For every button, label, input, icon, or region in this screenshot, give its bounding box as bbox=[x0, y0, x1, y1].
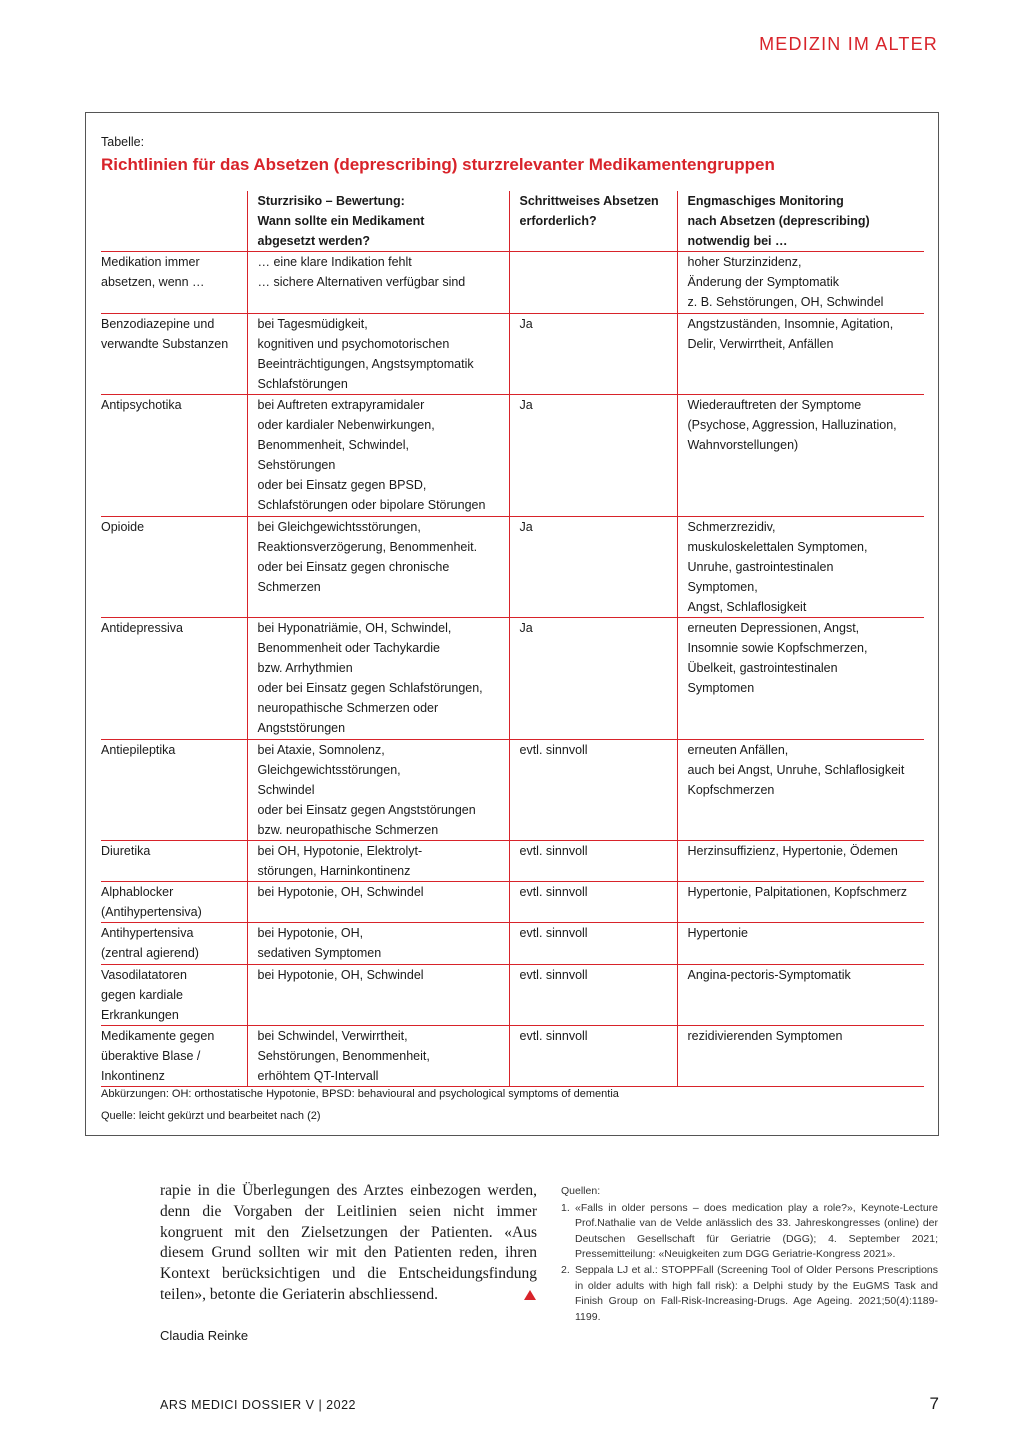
table-cell: Diuretika bbox=[101, 841, 247, 882]
table-row bbox=[101, 394, 924, 516]
table-cell: Antiepileptika bbox=[101, 739, 247, 840]
table-row bbox=[101, 739, 924, 840]
table-cell: evtl. sinnvoll bbox=[509, 964, 677, 1025]
reference-text: «Falls in older persons – does medication play a role?», Keynote-Lecture Prof.Nathalie van de Velde anlässlich des 33. Jahreskongresses (online) der Deutschen Gesellschaft für Geriatrie (DGG); 4. September 2021; Pressemitteilung: «Neuigkeiten zum DGG Geriatrie-Kongress 2021». bbox=[575, 1201, 938, 1261]
table-cell: Ja bbox=[509, 617, 677, 739]
table-cell: Angina-pectoris-Symptomatik bbox=[677, 964, 924, 1025]
deprescribing-table bbox=[101, 191, 924, 1087]
table-cell: evtl. sinnvoll bbox=[509, 923, 677, 964]
reference-number: 1. bbox=[561, 1201, 570, 1214]
table-cell: bei Schwindel, Verwirrtheit, Sehstörungen, Benommenheit, erhöhtem QT-Intervall bbox=[247, 1025, 509, 1086]
table-cell: Hypertonie bbox=[677, 923, 924, 964]
column-header: Sturzrisiko – Bewertung: Wann sollte ein Medikament abgesetzt werden? bbox=[247, 191, 509, 252]
table-cell: bei Auftreten extrapyramidaler oder kardialer Nebenwirkungen, Benommenheit, Schwindel, Sehstörungen oder bei Einsatz gegen BPSD, Schlafstörungen oder bipolare Störungen bbox=[247, 394, 509, 516]
table-row bbox=[101, 964, 924, 1025]
column-header bbox=[101, 191, 247, 252]
table-row bbox=[101, 841, 924, 882]
column-header: Schrittweises Absetzen erforderlich? bbox=[509, 191, 677, 252]
column-header: Engmaschiges Monitoring nach Absetzen (deprescribing) notwendig bei … bbox=[677, 191, 924, 252]
table-cell: bei OH, Hypotonie, Elektrolyt- störungen, Harninkontinenz bbox=[247, 841, 509, 882]
table-cell: Ja bbox=[509, 313, 677, 394]
table-cell: bei Ataxie, Somnolenz, Gleichgewichtsstörungen, Schwindel oder bei Einsatz gegen Angststörungen bzw. neuropathische Schmerzen bbox=[247, 739, 509, 840]
table-cell: evtl. sinnvoll bbox=[509, 841, 677, 882]
table-cell: Vasodilatatoren gegen kardiale Erkrankungen bbox=[101, 964, 247, 1025]
table-cell: Antidepressiva bbox=[101, 617, 247, 739]
footer-journal: ARS MEDICI DOSSIER V | 2022 bbox=[160, 1398, 356, 1412]
table-cell: Alphablocker (Antihypertensiva) bbox=[101, 882, 247, 923]
table-cell: hoher Sturzinzidenz, Änderung der Symptomatik z. B. Sehstörungen, OH, Schwindel bbox=[677, 252, 924, 313]
table-cell: evtl. sinnvoll bbox=[509, 1025, 677, 1086]
table-box bbox=[85, 112, 939, 1136]
page-number: 7 bbox=[929, 1394, 939, 1413]
table-row bbox=[101, 516, 924, 617]
references bbox=[561, 1184, 938, 1325]
article-body: rapie in die Überlegungen des Arztes einbezogen werden, denn die Vorgaben der Leitlinien seien nicht immer kongruent mit den Zielsetzungen der Patienten. «Aus diesem Grund sollten wir mit den Patienten reden, ihren Kontext berücksichtigen und die Entscheidungsfindung teilen», betonte die Geriaterin abschliessend. bbox=[160, 1182, 537, 1303]
table-cell: Hypertonie, Palpitationen, Kopfschmerz bbox=[677, 882, 924, 923]
reference-item bbox=[561, 1263, 938, 1325]
reference-item bbox=[561, 1201, 938, 1263]
table-cell: bei Hyponatriämie, OH, Schwindel, Benommenheit oder Tachykardie bzw. Arrhythmien oder bei Einsatz gegen Schlafstörungen, neuropathische Schmerzen oder Angststörungen bbox=[247, 617, 509, 739]
table-cell: bei Tagesmüdigkeit, kognitiven und psychomotorischen Beeinträchtigungen, Angstsymptomatik Schlafstörungen bbox=[247, 313, 509, 394]
table-cell: bei Gleichgewichtsstörungen, Reaktionsverzögerung, Benommenheit. oder bei Einsatz gegen chronische Schmerzen bbox=[247, 516, 509, 617]
table-row bbox=[101, 882, 924, 923]
table-cell: Ja bbox=[509, 516, 677, 617]
table-cell: Schmerzrezidiv, muskuloskelettalen Symptomen, Unruhe, gastrointestinalen Symptomen, Angst, Schlaflosigkeit bbox=[677, 516, 924, 617]
table-cell: Antihypertensiva (zentral agierend) bbox=[101, 923, 247, 964]
table-row bbox=[101, 313, 924, 394]
table-cell: Ja bbox=[509, 394, 677, 516]
table-abbreviations: Abkürzungen: OH: orthostatische Hypotonie, BPSD: behavioural and psychological symptoms of dementia bbox=[101, 1088, 619, 1100]
table-cell: Wiederauftreten der Symptome (Psychose, Aggression, Halluzination, Wahnvorstellungen) bbox=[677, 394, 924, 516]
table-cell: Opioide bbox=[101, 516, 247, 617]
reference-number: 2. bbox=[561, 1263, 570, 1276]
table-label: Tabelle: bbox=[101, 135, 145, 149]
table-row bbox=[101, 617, 924, 739]
table-cell: erneuten Anfällen, auch bei Angst, Unruhe, Schlaflosigkeit Kopfschmerzen bbox=[677, 739, 924, 840]
table-cell: evtl. sinnvoll bbox=[509, 739, 677, 840]
end-triangle-icon bbox=[524, 1290, 536, 1300]
table-cell bbox=[509, 252, 677, 313]
table-row bbox=[101, 1025, 924, 1086]
table-row bbox=[101, 252, 924, 313]
table-title: Richtlinien für das Absetzen (deprescribing) sturzrelevanter Medikamentengruppen bbox=[101, 155, 775, 174]
table-cell: erneuten Depressionen, Angst, Insomnie sowie Kopfschmerzen, Übelkeit, gastrointestinalen Symptomen bbox=[677, 617, 924, 739]
table-cell: Herzinsuffizienz, Hypertonie, Ödemen bbox=[677, 841, 924, 882]
table-cell: Angstzuständen, Insomnie, Agitation, Delir, Verwirrtheit, Anfällen bbox=[677, 313, 924, 394]
table-cell: bei Hypotonie, OH, Schwindel bbox=[247, 964, 509, 1025]
table-cell: … eine klare Indikation fehlt … sichere Alternativen verfügbar sind bbox=[247, 252, 509, 313]
table-cell: evtl. sinnvoll bbox=[509, 882, 677, 923]
table-cell: Benzodiazepine und verwandte Substanzen bbox=[101, 313, 247, 394]
table-source: Quelle: leicht gekürzt und bearbeitet nach (2) bbox=[101, 1110, 321, 1122]
table-cell: bei Hypotonie, OH, sedativen Symptomen bbox=[247, 923, 509, 964]
table-cell: bei Hypotonie, OH, Schwindel bbox=[247, 882, 509, 923]
table-row bbox=[101, 923, 924, 964]
references-label: Quellen: bbox=[561, 1185, 601, 1197]
reference-text: Seppala LJ et al.: STOPPFall (Screening Tool of Older Persons Prescriptions in older adults with high fall risk): a Delphi study by the EuGMS Task and Finish Group on Fall-Risk-Increasing-Drugs. Age Ageing. 2021;50(4):1189-1199. bbox=[575, 1263, 938, 1323]
table-cell: Medikamente gegen überaktive Blase / Inkontinenz bbox=[101, 1025, 247, 1086]
table-header-row bbox=[101, 191, 924, 252]
article-author: Claudia Reinke bbox=[160, 1328, 249, 1343]
table-cell: Medikation immer absetzen, wenn … bbox=[101, 252, 247, 313]
section-header: MEDIZIN IM ALTER bbox=[759, 34, 938, 54]
table-cell: Antipsychotika bbox=[101, 394, 247, 516]
table-cell: rezidivierenden Symptomen bbox=[677, 1025, 924, 1086]
